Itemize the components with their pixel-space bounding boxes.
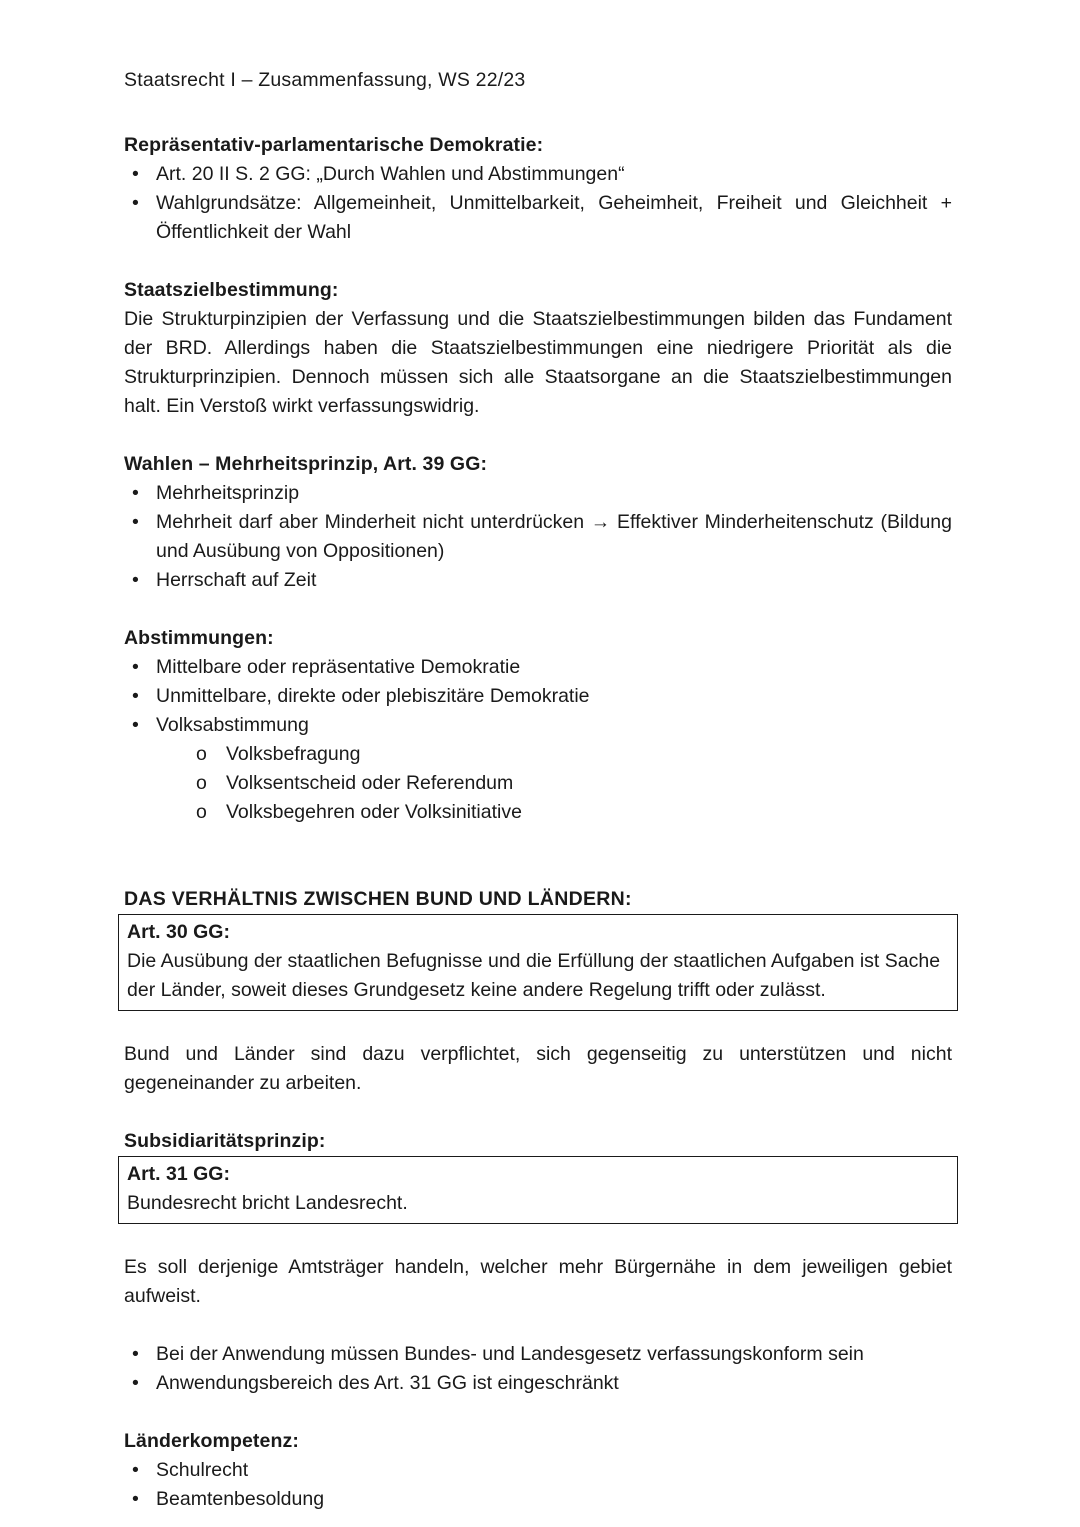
spacer: [124, 421, 952, 450]
list-item-text: Bei der Anwendung müssen Bundes- und Landesgesetz verfassungskonform sein: [156, 1343, 864, 1365]
list-item-text: Mittelbare oder repräsentative Demokratie: [156, 656, 521, 678]
spacer: [124, 1224, 952, 1253]
sublist-item: [124, 769, 952, 798]
spacer: [124, 1398, 952, 1427]
list-item-text: Mehrheitsprinzip: [156, 482, 300, 504]
list-subsidiaritaet: [124, 1340, 952, 1398]
paragraph-staatszielbestimmung: Die Strukturpinzipien der Verfassung und die Staatszielbestimmungen bilden das Fundament der BRD. Allerdings haben die Staatszielbestimmungen eine niedrigere Priorität als die Strukturprinzipien. Dennoch müssen sich alle Staatsorgane an die Staatszielbestimmungen halt. Ein Verstoß wirkt verfassungswidrig.: [124, 308, 952, 417]
document-header: Staatsrecht I – Zusammenfassung, WS 22/23: [124, 69, 526, 91]
list-item-text: Anwendungsbereich des Art. 31 GG ist eingeschränkt: [156, 1372, 619, 1394]
sublist-item-text: Volksbefragung: [226, 743, 361, 765]
list-item-text: Unmittelbare, direkte oder plebiszitäre Demokratie: [156, 685, 590, 707]
sublist-item-text: Volksbegehren oder Volksinitiative: [226, 801, 522, 823]
list-item: [124, 1369, 952, 1398]
list-item-text: Mehrheit darf aber Minderheit nicht unterdrücken → Effektiver Minderheitenschutz (Bildung und Ausübung von Oppositionen): [156, 511, 952, 562]
list-item-text: Volksabstimmung: [156, 714, 309, 736]
list-item: [124, 1485, 952, 1514]
heading-staatszielbestimmung: Staatszielbestimmung:: [124, 279, 339, 301]
bullet-icon: •: [132, 685, 139, 707]
sublist-item-text: Volksentscheid oder Referendum: [226, 772, 514, 794]
bullet-icon: •: [132, 569, 139, 591]
heading-repraesentativ: Repräsentativ-parlamentarische Demokratie:: [124, 134, 544, 156]
list-item: [124, 1340, 952, 1369]
bullet-icon: •: [132, 511, 139, 533]
list-item-text: Wahlgrundsätze: Allgemeinheit, Unmittelbarkeit, Geheimheit, Freiheit und Gleichheit + Öffentlichkeit der Wahl: [156, 192, 952, 243]
sublist-item: [124, 798, 952, 827]
list-wahlen: [124, 479, 952, 595]
spacer: [124, 1011, 952, 1040]
article-title: Art. 30 GG:: [127, 921, 230, 943]
list-laenderkompetenz: [124, 1456, 952, 1514]
list-item: [124, 566, 952, 595]
spacer: [124, 247, 952, 276]
list-abstimmungen: [124, 653, 952, 740]
sublist-item: [124, 740, 952, 769]
article-box-art30: [118, 914, 958, 1011]
list-item: [124, 682, 952, 711]
paragraph-subsidiaritaet: Es soll derjenige Amtsträger handeln, welcher mehr Bürgernähe in dem jeweiligen gebiet aufweist.: [124, 1256, 952, 1307]
bullet-icon: •: [132, 163, 139, 185]
heading-abstimmungen: Abstimmungen:: [124, 627, 274, 649]
list-item-text: Beamtenbesoldung: [156, 1488, 325, 1510]
bullet-icon: •: [132, 1343, 139, 1365]
sublist-volksabstimmung: [124, 740, 952, 827]
spacer: [124, 827, 952, 885]
article-text: Die Ausübung der staatlichen Befugnisse und die Erfüllung der staatlichen Aufgaben ist Sache der Länder, soweit dieses Grundgesetz keine andere Regelung trifft oder zulässt.: [127, 950, 941, 1001]
bullet-icon: •: [132, 482, 139, 504]
list-item: [124, 711, 952, 740]
list-item: [124, 508, 952, 566]
article-box-art31: [118, 1156, 958, 1224]
bullet-icon: •: [132, 714, 139, 736]
heading-subsidiaritaet: Subsidiaritätsprinzip:: [124, 1130, 326, 1152]
list-item: [124, 653, 952, 682]
circle-bullet-icon: o: [196, 801, 207, 823]
article-text: Bundesrecht bricht Landesrecht.: [127, 1192, 408, 1214]
list-item: [124, 1456, 952, 1485]
list-item-text: Art. 20 II S. 2 GG: „Durch Wahlen und Abstimmungen“: [156, 163, 625, 185]
bullet-icon: •: [132, 1488, 139, 1510]
list-item-text: Herrschaft auf Zeit: [156, 569, 317, 591]
bullet-icon: •: [132, 1372, 139, 1394]
heading-laenderkompetenz: Länderkompetenz:: [124, 1430, 299, 1452]
spacer: [124, 595, 952, 624]
heading-verhaeltnis: DAS VERHÄLTNIS ZWISCHEN BUND UND LÄNDERN:: [124, 888, 632, 910]
article-title: Art. 31 GG:: [127, 1163, 230, 1185]
circle-bullet-icon: o: [196, 743, 207, 765]
document-content: [124, 66, 952, 1514]
spacer: [124, 1098, 952, 1127]
bullet-icon: •: [132, 1459, 139, 1481]
list-item: [124, 189, 952, 247]
list-item-text: Schulrecht: [156, 1459, 249, 1481]
spacer: [124, 1311, 952, 1340]
circle-bullet-icon: o: [196, 772, 207, 794]
list-item: [124, 160, 952, 189]
paragraph-bund-laender: Bund und Länder sind dazu verpflichtet, sich gegenseitig zu unterstützen und nicht gegeneinander zu arbeiten.: [124, 1043, 952, 1094]
bullet-icon: •: [132, 656, 139, 678]
bullet-icon: •: [132, 192, 139, 214]
list-item: [124, 479, 952, 508]
list-repraesentativ: [124, 160, 952, 247]
heading-wahlen: Wahlen – Mehrheitsprinzip, Art. 39 GG:: [124, 453, 488, 475]
